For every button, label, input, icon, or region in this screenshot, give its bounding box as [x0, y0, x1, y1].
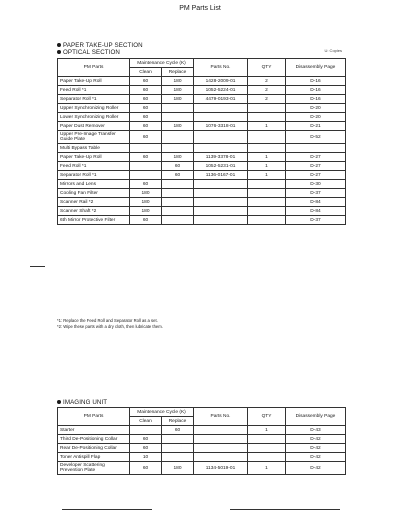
cell-clean: 60 — [130, 77, 162, 86]
table-row — [58, 198, 346, 207]
cell-replace: 180 — [162, 77, 194, 86]
table-row — [58, 453, 346, 462]
cell-part: Separator Roll *1 — [58, 171, 130, 180]
cell-replace — [162, 435, 194, 444]
header-qty: QTY — [248, 59, 286, 77]
header-qty: QTY — [248, 408, 286, 426]
bullet-icon — [57, 43, 61, 47]
table-row — [58, 171, 346, 180]
header-maintenance-cycle: Maintenance Cycle (K) — [130, 408, 194, 417]
table-row — [58, 86, 346, 95]
cell-part: 6th Mirror Protective Filter — [58, 216, 130, 225]
header-parts-no: Parts No. — [194, 408, 248, 426]
cell-replace — [162, 104, 194, 113]
cell-qty: 1 — [248, 162, 286, 171]
cell-no — [194, 180, 248, 189]
cell-part: Paper Dust Remover — [58, 122, 130, 131]
table-row — [58, 153, 346, 162]
cell-page: D-42 — [286, 444, 346, 453]
cell-no — [194, 189, 248, 198]
cell-qty — [248, 453, 286, 462]
section-title-text: PAPER TAKE-UP SECTION — [63, 42, 143, 49]
cell-page: D-37 — [286, 189, 346, 198]
cell-part: Lower Synchronizing Roller — [58, 113, 130, 122]
section-title-text: IMAGING UNIT — [63, 399, 108, 406]
cell-no — [194, 113, 248, 122]
cell-clean: 60 — [130, 153, 162, 162]
cell-page: D-42 — [286, 435, 346, 444]
cell-part: Developer Scattering Prevention Plate — [58, 462, 130, 475]
cell-part: Paper Take-Up Roll — [58, 77, 130, 86]
cell-page: D-16 — [286, 86, 346, 95]
cell-replace: 60 — [162, 426, 194, 435]
cell-no — [194, 435, 248, 444]
cell-clean: 180 — [130, 189, 162, 198]
cell-qty — [248, 207, 286, 216]
header-disassembly-page: Disassembly Page — [286, 59, 346, 77]
header-replace: Replace — [162, 68, 194, 77]
cell-replace — [162, 131, 194, 144]
section-title-imaging-unit — [57, 399, 107, 406]
scan-mark — [230, 509, 340, 510]
cell-qty — [248, 435, 286, 444]
cell-part: Cooling Fan Filter — [58, 189, 130, 198]
cell-part: Upper Synchronizing Roller — [58, 104, 130, 113]
table-row — [58, 113, 346, 122]
cell-clean: 60 — [130, 462, 162, 475]
imaging-parts-table — [57, 407, 346, 475]
cell-qty — [248, 180, 286, 189]
scan-mark — [62, 509, 152, 510]
cell-part: Upper Pre-Image Transfer Guide Plate — [58, 131, 130, 144]
cell-clean: 60 — [130, 104, 162, 113]
section-title-text: OPTICAL SECTION — [63, 49, 120, 56]
table-row — [58, 444, 346, 453]
cell-clean: 10 — [130, 453, 162, 462]
cell-no: 1428-2009-01 — [194, 77, 248, 86]
optical-parts-table — [57, 58, 346, 225]
table-row — [58, 216, 346, 225]
table-row — [58, 207, 346, 216]
cell-page — [286, 144, 346, 153]
cell-clean: 60 — [130, 113, 162, 122]
cell-qty: 1 — [248, 426, 286, 435]
cell-clean — [130, 426, 162, 435]
header-disassembly-page: Disassembly Page — [286, 408, 346, 426]
cell-part: Feed Roll *1 — [58, 86, 130, 95]
cell-clean: 60 — [130, 122, 162, 131]
cell-part: Paper Take-Up Roll — [58, 153, 130, 162]
cell-qty: 2 — [248, 95, 286, 104]
header-clean: Clean — [130, 68, 162, 77]
cell-clean — [130, 144, 162, 153]
cell-qty: 2 — [248, 77, 286, 86]
cell-clean: 180 — [130, 207, 162, 216]
cell-qty — [248, 189, 286, 198]
cell-no — [194, 144, 248, 153]
cell-qty — [248, 104, 286, 113]
cell-replace: 60 — [162, 162, 194, 171]
table-row — [58, 435, 346, 444]
cell-replace — [162, 189, 194, 198]
cell-no — [194, 131, 248, 144]
cell-page: D-27 — [286, 171, 346, 180]
cell-part: Feed Roll *1 — [58, 162, 130, 171]
scan-mark — [30, 266, 45, 267]
cell-clean: 60 — [130, 216, 162, 225]
cell-no — [194, 207, 248, 216]
page-title: PM Parts List — [179, 5, 221, 12]
cell-no: 1134-5019-01 — [194, 462, 248, 475]
cell-page: D-20 — [286, 104, 346, 113]
cell-qty: 2 — [248, 86, 286, 95]
cell-clean: 60 — [130, 95, 162, 104]
table-row — [58, 104, 346, 113]
cell-page: D-37 — [286, 216, 346, 225]
cell-qty — [248, 198, 286, 207]
cell-no — [194, 216, 248, 225]
cell-no: 1052-5231-01 — [194, 162, 248, 171]
cell-replace — [162, 444, 194, 453]
cell-page: D-16 — [286, 77, 346, 86]
cell-page: D-16 — [286, 95, 346, 104]
table-row — [58, 189, 346, 198]
cell-qty — [248, 216, 286, 225]
cell-clean — [130, 171, 162, 180]
table-row — [58, 131, 346, 144]
cell-page: D-42 — [286, 462, 346, 475]
table-row — [58, 180, 346, 189]
cell-part: Starter — [58, 426, 130, 435]
cell-page: D-84 — [286, 207, 346, 216]
cell-clean — [130, 162, 162, 171]
cell-clean: 180 — [130, 198, 162, 207]
cell-no — [194, 104, 248, 113]
cell-replace — [162, 453, 194, 462]
cell-clean: 60 — [130, 131, 162, 144]
bullet-icon — [57, 400, 61, 404]
cell-no: 1139-3378-01 — [194, 153, 248, 162]
cell-qty: 1 — [248, 122, 286, 131]
cell-part: Scanner Shaft *2 — [58, 207, 130, 216]
cell-page: D-20 — [286, 113, 346, 122]
cell-clean: 60 — [130, 86, 162, 95]
footnote: *1: Replace the Feed Roll and Separator Roll as a set. — [57, 318, 158, 323]
cell-no — [194, 426, 248, 435]
cell-replace — [162, 144, 194, 153]
cell-replace: 180 — [162, 122, 194, 131]
cell-no: 1052-5224-01 — [194, 86, 248, 95]
cell-qty: 1 — [248, 462, 286, 475]
cell-no — [194, 198, 248, 207]
table-row — [58, 95, 346, 104]
header-maintenance-cycle: Maintenance Cycle (K) — [130, 59, 194, 68]
cell-replace — [162, 216, 194, 225]
cell-part: Multi Bypass Table — [58, 144, 130, 153]
header-pm-parts: PM Parts — [58, 408, 130, 426]
cell-replace — [162, 207, 194, 216]
cell-part: Mirrors and Lens — [58, 180, 130, 189]
cell-replace: 180 — [162, 462, 194, 475]
footnote: *2: Wipe these parts with a dry cloth, then lubricate them. — [57, 324, 163, 329]
cell-page: D-30 — [286, 180, 346, 189]
header-replace: Replace — [162, 417, 194, 426]
cell-no: 4479-0193-01 — [194, 95, 248, 104]
table-row — [58, 122, 346, 131]
cell-part: Separator Roll *1 — [58, 95, 130, 104]
cell-replace: 180 — [162, 95, 194, 104]
cell-no: 1136-0167-01 — [194, 171, 248, 180]
cell-page: D-52 — [286, 131, 346, 144]
cell-clean: 60 — [130, 180, 162, 189]
cell-qty — [248, 144, 286, 153]
table-row — [58, 162, 346, 171]
bullet-icon — [57, 50, 61, 54]
cell-qty: 1 — [248, 153, 286, 162]
cell-page: D-21 — [286, 122, 346, 131]
cell-qty — [248, 113, 286, 122]
header-pm-parts: PM Parts — [58, 59, 130, 77]
unit-note: U: Copies — [324, 48, 342, 53]
cell-part: Rear De-Positioning Collar — [58, 444, 130, 453]
cell-replace — [162, 113, 194, 122]
cell-page: D-27 — [286, 153, 346, 162]
header-clean: Clean — [130, 417, 162, 426]
cell-part: Third De-Positioning Collar — [58, 435, 130, 444]
cell-page: D-43 — [286, 426, 346, 435]
header-parts-no: Parts No. — [194, 59, 248, 77]
table-row — [58, 426, 346, 435]
cell-qty: 1 — [248, 171, 286, 180]
footnotes — [57, 318, 163, 330]
cell-qty — [248, 131, 286, 144]
cell-no — [194, 444, 248, 453]
cell-clean: 60 — [130, 435, 162, 444]
cell-replace — [162, 198, 194, 207]
cell-no: 1076-3318-01 — [194, 122, 248, 131]
table-row — [58, 144, 346, 153]
cell-replace: 180 — [162, 86, 194, 95]
cell-page: D-42 — [286, 453, 346, 462]
cell-replace — [162, 180, 194, 189]
table-row — [58, 77, 346, 86]
cell-no — [194, 453, 248, 462]
cell-page: D-84 — [286, 198, 346, 207]
cell-clean: 60 — [130, 444, 162, 453]
cell-replace: 60 — [162, 171, 194, 180]
table-row — [58, 462, 346, 475]
cell-qty — [248, 444, 286, 453]
section-title-optical — [57, 49, 120, 56]
cell-part: Scanner Rail *2 — [58, 198, 130, 207]
section-title-paper-take-up — [57, 42, 143, 49]
cell-replace: 180 — [162, 153, 194, 162]
cell-part: Toner Antispill Flap — [58, 453, 130, 462]
cell-page: D-27 — [286, 162, 346, 171]
